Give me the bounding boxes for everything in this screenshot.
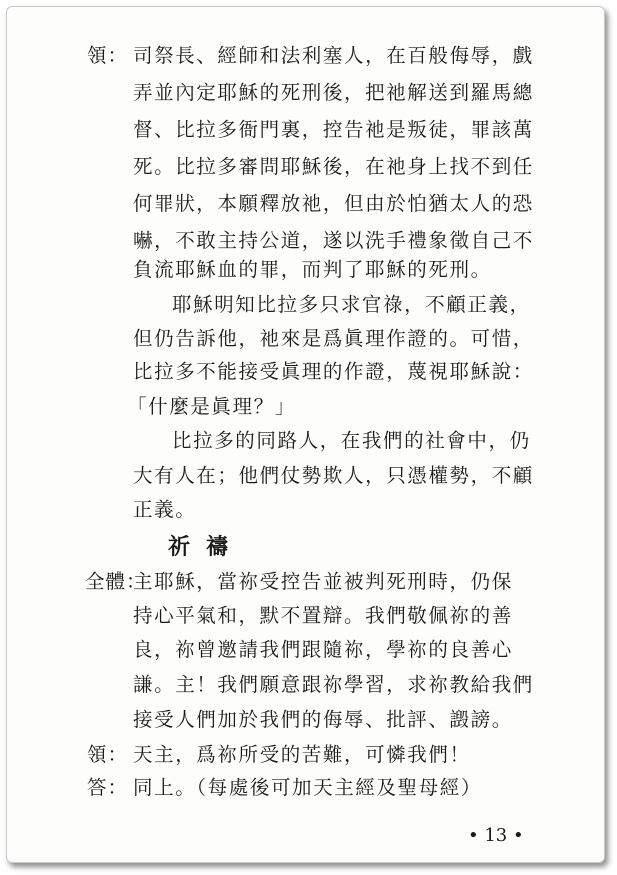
prayer-line: 主耶穌，當祢受控告並被判死刑時，仍保 (133, 570, 513, 593)
reading-line: 司祭長、經師和法利塞人，在百般侮辱，戲 (133, 44, 534, 67)
prayer-line: 持心平氣和，默不置辯。我們敬佩祢的善 (133, 604, 513, 627)
reading-line: 耶穌明知比拉多只求官祿，不顧正義， (172, 293, 531, 316)
reading-line: 嚇，不敢主持公道，遂以洗手禮象徵自己不 (133, 229, 534, 252)
prayer-line: 謙。主！我們願意跟祢學習，求祢教給我們 (133, 673, 534, 696)
reading-line: 但仍告訴他，祂來是爲眞理作證的。可惜， (133, 327, 534, 350)
reading-line: 負流耶穌血的罪，而判了耶穌的死刑。 (133, 258, 492, 281)
speaker-all-label: 全體： (85, 570, 147, 593)
response-line: 同上。（每處後可加天主經及聖母經） (133, 776, 482, 799)
prayer-line: 良，祢曾邀請我們跟隨祢，學祢的良善心 (133, 638, 513, 661)
reading-line: 比拉多的同路人，在我們的社會中，仍 (172, 429, 531, 452)
reading-line: 大有人在；他們仗勢欺人，只憑權勢，不顧 (133, 464, 534, 487)
page-number: • 13 • (468, 825, 524, 846)
reading-line: 比拉多不能接受眞理的作證，蔑視耶穌說： (133, 360, 534, 383)
prayer-line: 接受人們加於我們的侮辱、批評、譭謗。 (133, 708, 513, 731)
prayer-heading: 祈禱 (168, 534, 245, 560)
reading-line: 何罪狀，本願釋放祂，但由於怕猶太人的恐 (133, 192, 534, 215)
reading-line: 弄並內定耶穌的死刑後，把祂解送到羅馬總 (133, 81, 534, 104)
speaker-leader-label: 領： (87, 743, 129, 766)
speaker-response-label: 答： (87, 776, 129, 799)
speaker-leader-label: 領： (87, 44, 129, 67)
reading-line: 「什麼是眞理？」 (127, 395, 296, 418)
reading-line: 正義。 (133, 498, 197, 521)
reading-line: 督、比拉多衙門裏，控告祂是叛徒，罪該萬 (133, 118, 534, 141)
reading-line: 死。比拉多審問耶穌後，在祂身上找不到任 (133, 155, 534, 178)
leader-line: 天主，爲祢所受的苦難，可憐我們！ (133, 743, 471, 766)
